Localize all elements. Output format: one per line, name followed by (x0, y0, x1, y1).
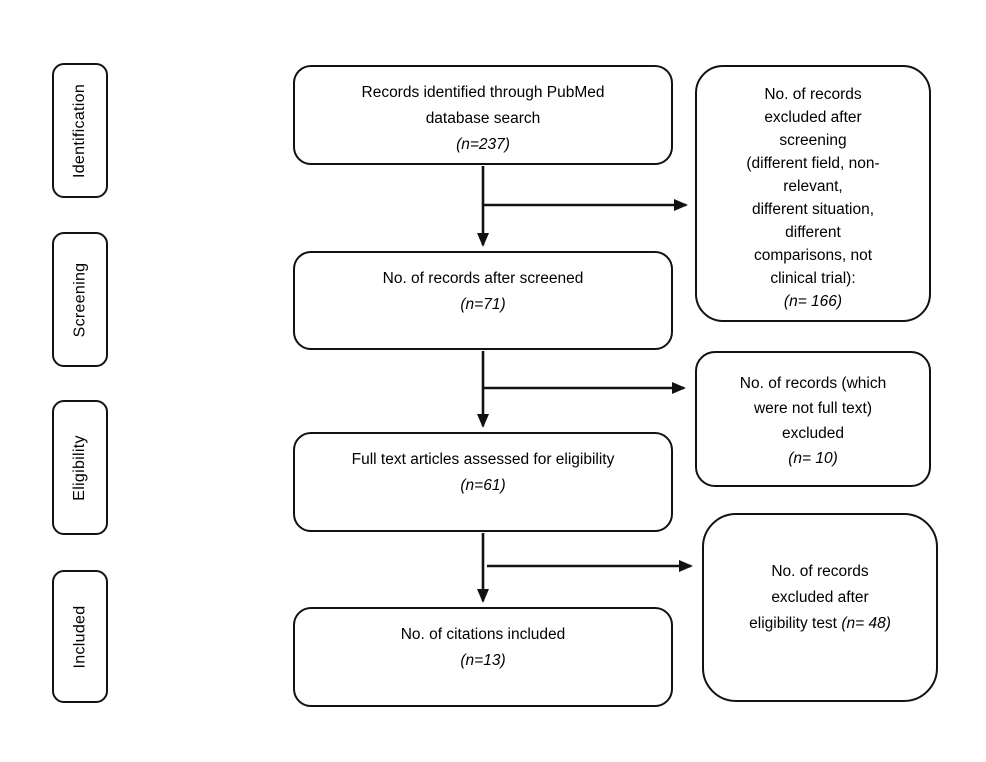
box-text-line: Records identified through PubMed (361, 84, 605, 101)
box-text-line: database search (425, 110, 541, 127)
box-text-line: (different field, non- (746, 155, 880, 172)
box-count: (n=237) (456, 136, 510, 153)
box-text-line: No. of records (771, 563, 869, 580)
box-count: (n=71) (460, 296, 506, 313)
stage-screening-label: Screening (71, 262, 88, 337)
box-fulltext-assessed (293, 432, 673, 532)
box-records-screened (293, 251, 673, 350)
stage-eligibility-label: Eligibility (71, 434, 89, 501)
stage-screening (52, 232, 108, 367)
box-text-fragment: eligibility test (749, 615, 842, 632)
box-text-line: screening (779, 132, 847, 149)
box-text-line: excluded (781, 425, 845, 442)
stage-identification (52, 63, 108, 198)
box-count: (n= 166) (783, 293, 843, 310)
box-excluded-not-fulltext (695, 351, 931, 487)
box-text-line: excluded after (771, 589, 869, 606)
box-text-line: No. of records (which (739, 375, 887, 392)
box-text-line: No. of records after screened (382, 270, 584, 287)
box-text-line: comparisons, not (753, 247, 873, 264)
stage-included (52, 570, 108, 703)
box-excluded-screening (695, 65, 931, 322)
box-text-line: clinical trial): (770, 270, 856, 287)
stage-identification-label: Identification (71, 83, 89, 178)
box-text-line: excluded after (764, 109, 862, 126)
box-text-line (704, 611, 936, 637)
box-count: (n=61) (460, 477, 506, 494)
box-text-line: different situation, (751, 201, 875, 218)
box-text-line: No. of citations included (400, 626, 566, 643)
box-records-identified (293, 65, 673, 165)
box-text-line: were not full text) (753, 400, 873, 417)
box-count: (n= 10) (788, 450, 838, 467)
box-text-line: different (785, 224, 841, 241)
stage-eligibility (52, 400, 108, 535)
box-count: (n=13) (460, 652, 506, 669)
box-count: (n= 48) (841, 615, 891, 632)
box-text-line: Full text articles assessed for eligibility (351, 451, 615, 468)
box-excluded-eligibility (702, 513, 938, 702)
box-text-line: relevant, (783, 178, 843, 195)
box-text-line: No. of records (764, 86, 862, 103)
box-citations-included (293, 607, 673, 707)
stage-included-label: Included (71, 605, 88, 668)
